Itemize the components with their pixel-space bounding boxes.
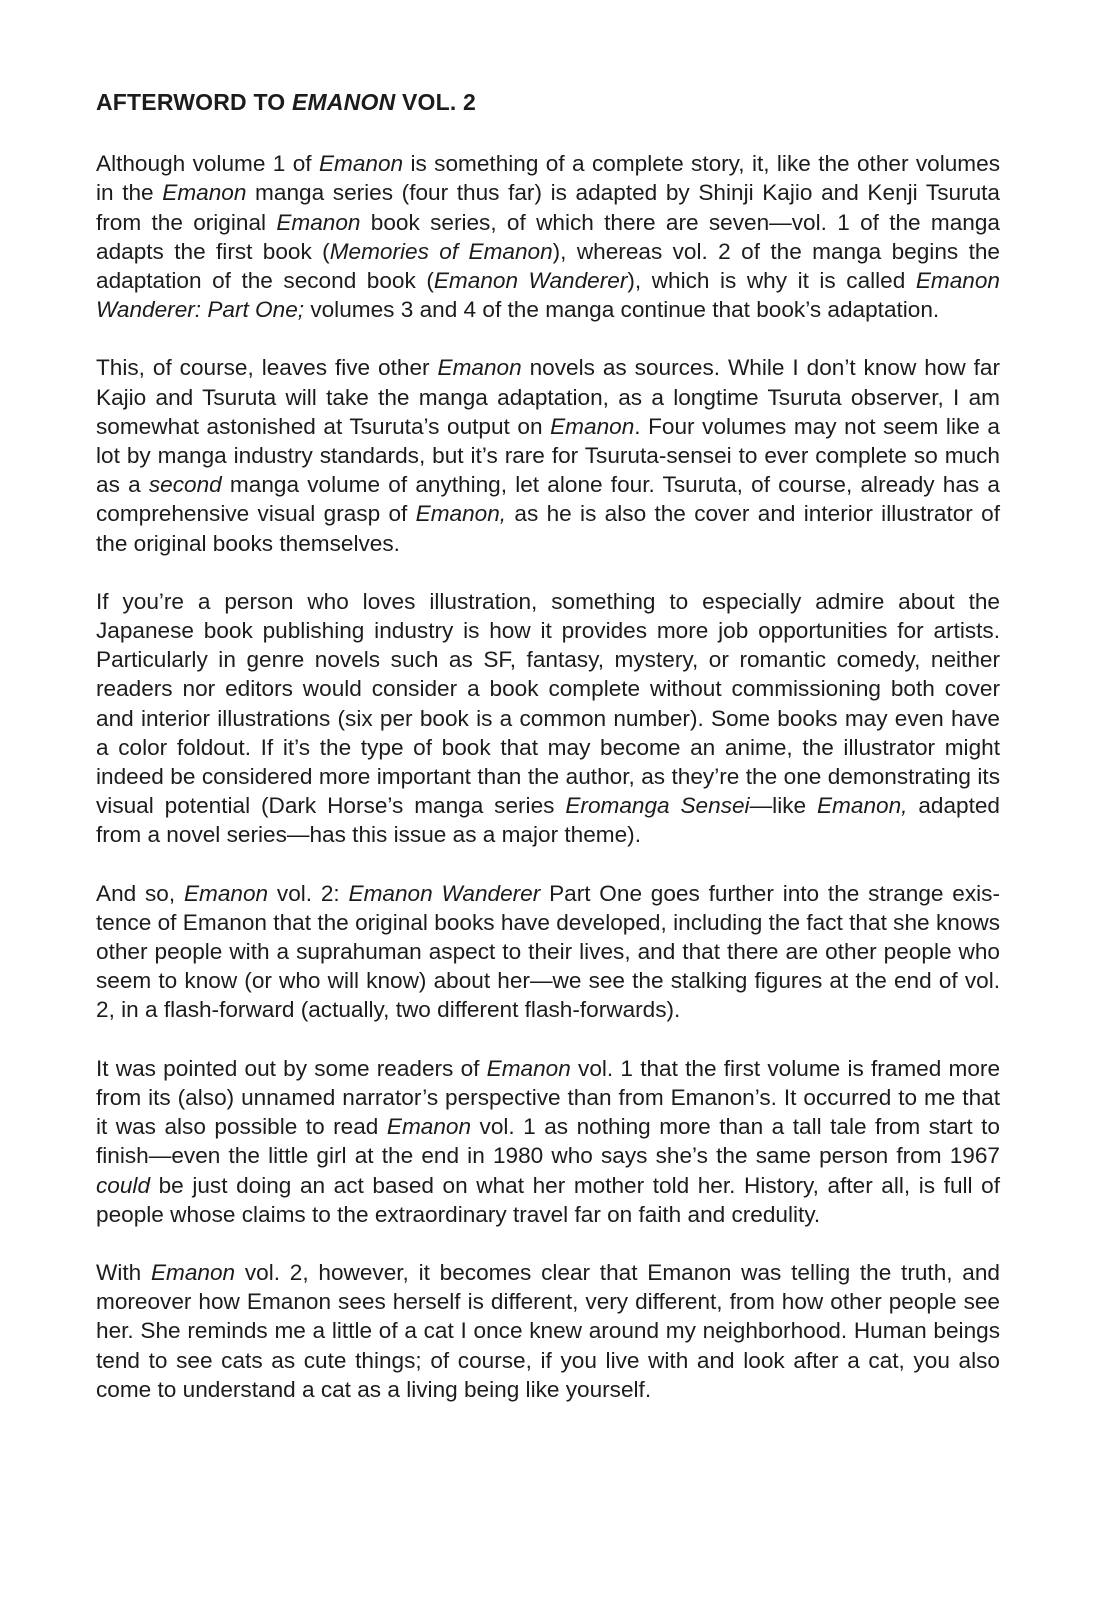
page-title: AFTERWORD TO EMANON VOL. 2 (96, 89, 477, 115)
italic-run: Emanon (486, 1055, 571, 1081)
afterword-page (96, 88, 1000, 1404)
paragraph (96, 879, 1000, 1025)
text-run: With (96, 1259, 151, 1285)
text-run: book series, of which there are seven—vol. 1 of the manga adapts the first book ( (96, 209, 1001, 264)
text-run: . Four volumes may not seem like a lot by manga industry standards, but it’s rare for Tsuruta-sensei to ever complete so much as a (96, 413, 1000, 498)
text-run: manga series (four thus far) is adapted by Shinji Kajio and Kenji Tsuruta from the original (96, 180, 1000, 235)
text-run: be just doing an act based on what her mother told her. History, after all, is full of people whose claims to the extraordinary travel far on faith and credulity. (96, 1172, 1000, 1227)
text-run: ), whereas vol. 2 of the manga begins the adaptation of the second book ( (96, 238, 1000, 294)
text-run: is something of a complete story, it, like the other volumes in the (96, 151, 1000, 206)
text-run: ), which is why it is called (627, 268, 916, 294)
body-text (96, 149, 1000, 1404)
text-run: This, of course, leaves five other (96, 355, 438, 381)
text-run: Part One goes further into the strange existence of Emanon that the original books have developed, including the fact that she knows other people with a suprahuman aspect to their lives, and that there are other people who seem to know (or who will know) about her—we see the stalking figures at the end of vol. 2, in a flash-forward (actually, two different flash-forwards). (96, 880, 1000, 1023)
italic-run: Emanon Wanderer (433, 268, 628, 294)
italic-run: Eromanga Sensei (565, 793, 750, 819)
paragraph (96, 587, 1000, 850)
italic-run: Emanon (162, 180, 247, 206)
italic-run: Emanon Wanderer (348, 880, 541, 906)
italic-run: Emanon (386, 1114, 472, 1140)
text-run: Although volume 1 of (96, 151, 319, 177)
italic-run: Emanon, (816, 793, 908, 819)
italic-run: Emanon (183, 880, 269, 906)
paragraph (96, 149, 1000, 324)
paragraph (96, 353, 1000, 557)
paragraph (96, 1258, 1000, 1404)
text-run: adapted from a novel series—has this issue as a major theme). (96, 793, 1000, 848)
italic-run: Memories of Emanon (329, 238, 553, 264)
italic-run: Emanon (550, 413, 635, 439)
italic-run: Emanon (437, 355, 522, 381)
text-run: novels as sources. While I don’t know how far Kajio and Tsuruta will take the manga adaptation, as a longtime Tsuruta observer, I am somewhat astonished at Tsuruta’s output on (96, 355, 1000, 439)
text-run: It was pointed out by some readers of (96, 1055, 487, 1081)
text-run: And so, (96, 880, 184, 906)
text-run: —like (749, 793, 817, 819)
text-run: vol. 1 that the first volume is framed more from its (also) unnamed narrator’s perspective than from Emanon’s. It occurred to me that it was also possible to read (96, 1055, 1001, 1140)
italic-run: Emanon Wanderer: Part One; (96, 268, 1000, 323)
italic-run: second (148, 472, 222, 498)
italic-run: Emanon, (415, 501, 507, 527)
text-run: as he is also the cover and interior illustrator of the original books themselves. (96, 501, 1000, 556)
italic-run: Emanon (276, 209, 361, 235)
text-run: vol. 2, however, it becomes clear that Emanon was telling the truth, and moreover how Emanon sees herself is different, very different, from how other people see her. She reminds me a little of a cat I once knew around my neighborhood. Human beings tend to see cats as cute things; of course, if you live with and look after a cat, you also come to understand a cat as a living being like yourself. (96, 1259, 1001, 1402)
text-run: vol. 1 as nothing more than a tall tale from start to finish—even the little girl at the end in 1980 who says she’s the same person from 1967 (96, 1114, 1001, 1169)
text-run: vol. 2: (268, 880, 349, 906)
paragraph (96, 1054, 1000, 1229)
text-run: volumes 3 and 4 of the manga continue that book’s adaptation. (304, 297, 940, 323)
italic-run: Emanon (150, 1259, 236, 1285)
italic-run: Emanon (318, 151, 404, 177)
text-run: manga volume of anything, let alone four. Tsuruta, of course, already has a comprehensive visual grasp of (96, 472, 1000, 527)
italic-run: could (96, 1172, 151, 1198)
text-run: If you’re a person who loves illustration, something to especially admire about the Japanese book publishing industry is how it provides more job opportunities for artists. Particularly in genre novels such as SF, fantasy, mystery, or romantic comedy, neither readers nor editors would consider a book complete without commissioning both cover and interior illustrations (six per book is a common number). Some books may even have a color foldout. If it’s the type of book that may become an anime, the illustrator might indeed be considered more important than the author, as they’re the one demonstrating its visual potential (Dark Horse’s manga series (96, 588, 1000, 819)
